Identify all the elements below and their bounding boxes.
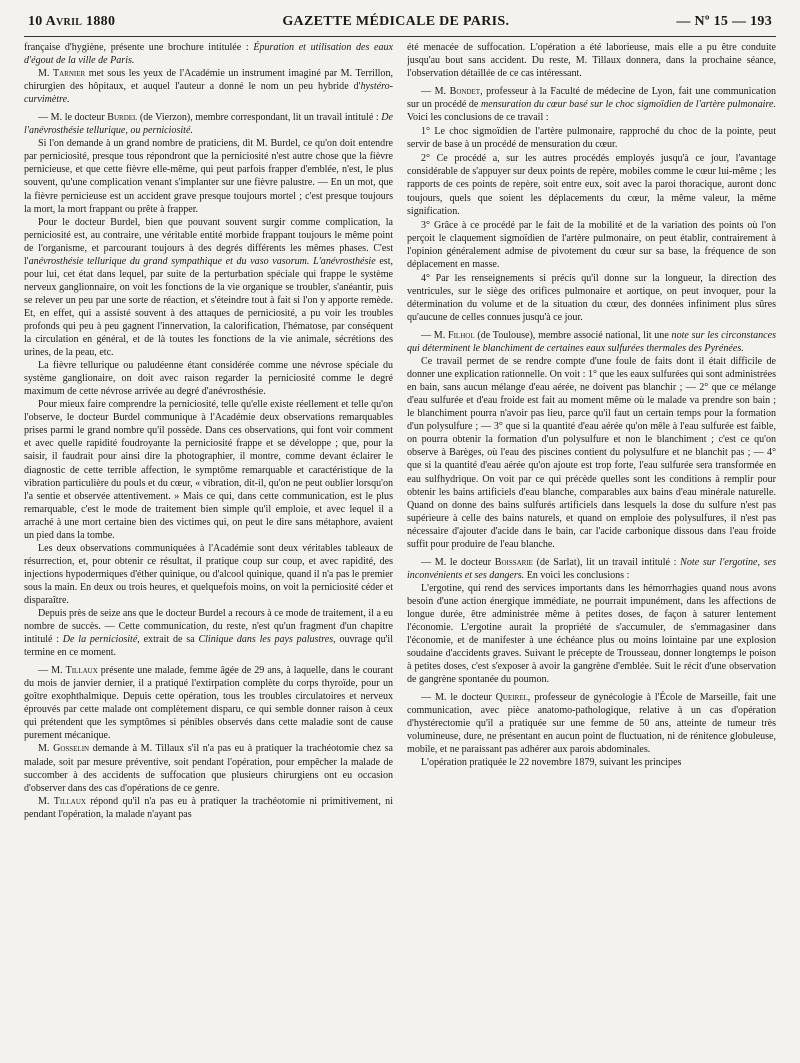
issue-page-number: — Nº 15 — 193 xyxy=(676,14,772,29)
paragraph: Les deux observations communiquées à l'Académie sont deux véritables tableaux de résurrection, et, pour obtenir ce résultat, il pratique coup sur coup, et avec rapidité, des injections hypodermiques d'éther quinique, ou d'alcool quinique, quand il n'a pas le premier sous la main. En deux ou trois heures, et quelquefois moins, on voit la perniciosité céder et disparaître. xyxy=(24,542,393,606)
paragraph: L'ergotine, qui rend des services importants dans les hémorrhagies quand nous avons besoin d'une action énergique immédiate, ne pourrait impunément, dans les affections de longue durée, être administrée même à petites doses, de façon à saturer lentement l'économie. L'ergotine aurait la propriété de s'accumuler, de s'emmagasiner dans l'économie, et de manifester à une échéance plus ou moins lointaine par une explosion soudaine d'accidents graves. Suivant le précepte de Trousseau, donner longtemps le poison à petites doses, c'est s'exposer à avoir la gangrène d'emblée. Suit le récit d'une observation de gangrène spontanée du poumon. xyxy=(407,582,776,686)
paragraph-gosselin: M. Gosselin demande à M. Tillaux s'il n'a pas eu à pratiquer la trachéotomie chez sa malade, soit par mesure préventive, soit pendant l'opération, pour empêcher la malade de succomber à des accidents de suffocation que plusieurs chirurgiens ont eu occasion d'observer dans des cas d'opérations de ce genre. xyxy=(24,743,393,794)
paragraph-tarnier: M. Tarnier met sous les yeux de l'Académie un instrument imaginé par M. Terrillon, chirurgien des hôpitaux, et auquel l'auteur a donné le nom un peu hybride d'hystéro-curvimètre. xyxy=(24,68,393,106)
author-name: Tillaux xyxy=(65,665,98,677)
paragraph: L'opération pratiquée le 22 novembre 1879, suivant les principes xyxy=(421,757,682,769)
paragraph-bondet: — M. Bondet, professeur à la Faculté de médecine de Lyon, fait une communication sur un procédé de mensuration du cœur basé sur le choc sigmoïdien de l'artère pulmonaire. Voici les conclusions de ce travail : xyxy=(407,86,776,124)
conclusion-item: 3° Grâce à ce procédé par le fait de la mobilité et de la variation des points où l'on perçoit le claquement sigmoïdien de l'artère pulmonaire, on peut établir, contrairement à l'opinion généralement admise de pivotement du cœur sur sa base, la fréquence de son déplacement en masse. xyxy=(407,219,776,270)
paragraph-filhol: — M. Filhol (de Toulouse), membre associé national, lit une note sur les circonstances qui déterminent le blanchiment de certaines eaux sulfurées thermales des Pyrénées. xyxy=(407,329,776,355)
right-column xyxy=(407,41,776,1041)
paragraph-boissarie: — M. le docteur Boissarie (de Sarlat), lit un travail intitulé : Note sur l'ergotine, ses inconvénients et ses dangers. En voici les conclusions : xyxy=(407,556,776,581)
author-name: Burdel xyxy=(107,112,138,124)
paragraph: été menacée de suffocation. L'opération a été laborieuse, mais elle a pu être conduite jusqu'au bout sans accident. Du reste, M. Tillaux donnera, dans la prochaine séance, l'observation détaillée de ce cas intéressant. xyxy=(407,42,776,80)
paragraph: La fièvre tellurique ou paludéenne étant considérée comme une névrose spéciale du système ganglionaire, on doit avec raison regarder la perniciosité comme le degré maximum de cette névrose arrivée au degré d'anévrosthésie. xyxy=(24,360,393,398)
author-name: Tillaux xyxy=(53,795,86,807)
author-name: Bondet xyxy=(449,86,481,98)
paragraph: Depuis près de seize ans que le docteur Burdel a recours à ce mode de traitement, il a eu nombre de succès. — Cette communication, du reste, n'est qu'un fragment d'un chapitre intitulé : De la perniciosité, extrait de sa Clinique dans les pays palustres, ouvrage qu'il termine en ce moment. xyxy=(24,608,393,659)
author-name: Filhol xyxy=(448,329,475,341)
paragraph: française d'hygiène, présente une brochure intitulée : Épuration et utilisation des eaux d'égout de la ville de Paris. xyxy=(24,42,393,67)
conclusion-item: 4° Par les renseignements si précis qu'il donne sur la longueur, la direction des ventricules, sur le siège des orifices pulmonaire et aortique, on peut invoquer, pour la détermination du volume et de la situation du cœur, des données infiniment plus sûres qu'aucune de celles connues jusqu'à ce jour. xyxy=(407,272,776,323)
journal-title: GAZETTE MÉDICALE DE PARIS. xyxy=(282,14,510,29)
paragraph-burdel: — M. le docteur Burdel (de Vierzon), membre correspondant, lit un travail intitulé : De l'anévrosthésie tellurique, ou perniciosité. xyxy=(24,112,393,137)
text-columns xyxy=(24,41,776,1041)
paragraph: Pour mieux faire comprendre la perniciosité, telle qu'elle existe réellement et telle qu'on l'observe, le docteur Burdel communique à l'Académie deux observations remarquables prises parmi le grand nombre qu'il possède. Dans ces observations, qui font voir comment et avec quelle rapidité foudroyante la perniciosité frappe et se développe ; que, pour la saisir, il faudrait pour ainsi dire la photographier, il montre, comme devant éclairer le diagnostic de cette terrible affection, le symptôme remarquable et caractéristique de la vibration particulière du pouls et du cœur, « vibration, dit-il, qu'on ne peut oublier lorsqu'on l'a sentie et observée attentivement. » Mais ce qui, dans cette communication, est le plus remarquable, c'est le mode de traitement bien simple qu'il emploie, et avec lequel il a arraché à une mort certaine bien des victimes qui, on peut le dire sans métaphore, avaient un pied dans la tombe. xyxy=(24,399,393,541)
conclusion-item: 2° Ce procédé a, sur les autres procédés employés jusqu'à ce jour, l'avantage considérable de s'appuyer sur deux points de repère, mobiles comme le cœur lui-même ; les rapports de ces points de repère, soit entre eux, soit avec la paroi thoracique, auront donc toujours, quels que soient les déplacements du cœur, la même valeur, la même signification. xyxy=(407,153,776,217)
left-column xyxy=(24,41,393,1041)
paragraph-tillaux-reply: M. Tillaux répond qu'il n'a pas eu à pratiquer la trachéotomie ni primitivement, ni pendant l'opération, la malade n'ayant pas xyxy=(24,795,393,820)
paragraph: Pour le docteur Burdel, bien que pouvant souvent surgir comme complication, la perniciosité est, au contraire, une véritable entité morbide frappant toujours le même point de l'organisme, et parcourant toujours à des degrés différents les mêmes phases. C'est l'anévrosthésie tellurique du grand sympathique et du vaso vasorum. L'anévrosthésie est, pour lui, cet état dans lequel, par suite de la perturbation spéciale qui frappe le système nerveux ganglionnaire, on voit les fonctions de la vie organique se troubler, s'anéantir, puis se relever un peu par une sorte de réaction, et s'éteindre tout à fait si l'on y apporte remède. Et, en effet, qui a assisté souvent à des attaques de perniciosité, a pu voir les troubles profonds qui peu à peu gagnent l'innervation, la calorification, l'hématose, par conséquent la circulation en général, et de là toutes les fonctions de la vie animale, sécrétions des urines, de la peau, etc. xyxy=(24,216,393,359)
page-header xyxy=(24,14,776,37)
paragraph: Si l'on demande à un grand nombre de praticiens, dit M. Burdel, ce qu'on doit entendre par perniciosité, presque tous répondront que la perniciosité n'est autre chose que la fièvre pernicieuse, et que cette fièvre elle-même, qui peut parfois frapper d'emblée, n'est, le plus souvent, qu'une complication venant s'implanter sur une fièvre palustre. — En un mot, que la fièvre pernicieuse est un accident grave presque toujours mortel ; c'est presque toujours la mort, la mort frappant ou prête à frapper. xyxy=(24,138,393,215)
conclusion-item: 1° Le choc sigmoïdien de l'artère pulmonaire, rapproché du choc de la pointe, peut servir de base à un procédé de mensuration du cœur. xyxy=(407,126,776,151)
author-name: Boissarie xyxy=(494,556,533,568)
paragraph: Ce travail permet de se rendre compte d'une foule de faits dont il était difficile de donner une explication rationnelle. On voit : 1° que les eaux sulfurées qui sont administrées en bain, sans aucun mélange d'eau aérée, ne doivent pas blanchir ; — 2° que ce mélange d'eau sulfurée et d'eau froide est fait au moment même où le malade va prendre son bain ; le blanchiment pourra n'avoir pas lieu, parce qu'il faut un certain temps pour la formation d'un polysulfure ; — 3° que si la quantité d'eau aérée qu'on mêle à l'eau sulfurée est faible, on pourra obtenir la formation d'un polysulfure et non le blanchiment ; c'est ce qu'on observe à Barèges, où l'eau des piscines contient du polysulfure et ne blanchit pas ; — 4° que si la quantité d'eau aérée qu'on ajoute est trop forte, l'eau sulfurée sera transformée en eau sulfhydrique. On voit par ce qui précède quelles sont les conditions à remplir pour obtenir les bains artificiels d'eau blanche, comparables aux bains d'eau minérale naturelle. Quand on donne des bains sulfurés artificiels dans lesquels la dose du sulfure n'est pas supérieure à celle des bains naturels, et quand on emploie des polysulfures, il n'est pas nécessaire d'ajouter d'acide dans le bain, car l'acide carbonique dissous dans l'eau froide suffit pour produire de l'eau blanche. xyxy=(407,356,776,550)
author-name: Gosselin xyxy=(53,743,90,755)
paragraph-queirel: — M. le docteur Queirel, professeur de gynécologie à l'École de Marseille, fait une communication, avec pièce anatomo-pathologique, relative à un cas d'opération d'hystérectomie qu'il a pratiquée sur une femme de 50 ans, atteinte de tumeur très volumineuse, dure, ne présentant en aucun point de fluctuation, ni de rénitence globuleuse, mobile, et ne paraissant pas adhérer aux parois abdominales. xyxy=(407,692,776,756)
paragraph-tillaux: — M. Tillaux présente une malade, femme âgée de 29 ans, à laquelle, dans le courant du mois de janvier dernier, il a pratiqué l'extirpation complète du corps thyroïde, pour un goître exophthalmique. Depuis cette opération, tous les troubles circulatoires et nerveux éprouvés par cette malade ont complètement disparu, ce qui semble donner raison à ceux qui prétendent que les symptômes si pénibles observés dans cette maladie sont de cause purement mécanique. xyxy=(24,665,393,742)
issue-date: 10 Avril 1880 xyxy=(28,14,116,29)
author-name: Tarnier xyxy=(52,68,86,80)
author-name: Queirel xyxy=(495,692,528,704)
